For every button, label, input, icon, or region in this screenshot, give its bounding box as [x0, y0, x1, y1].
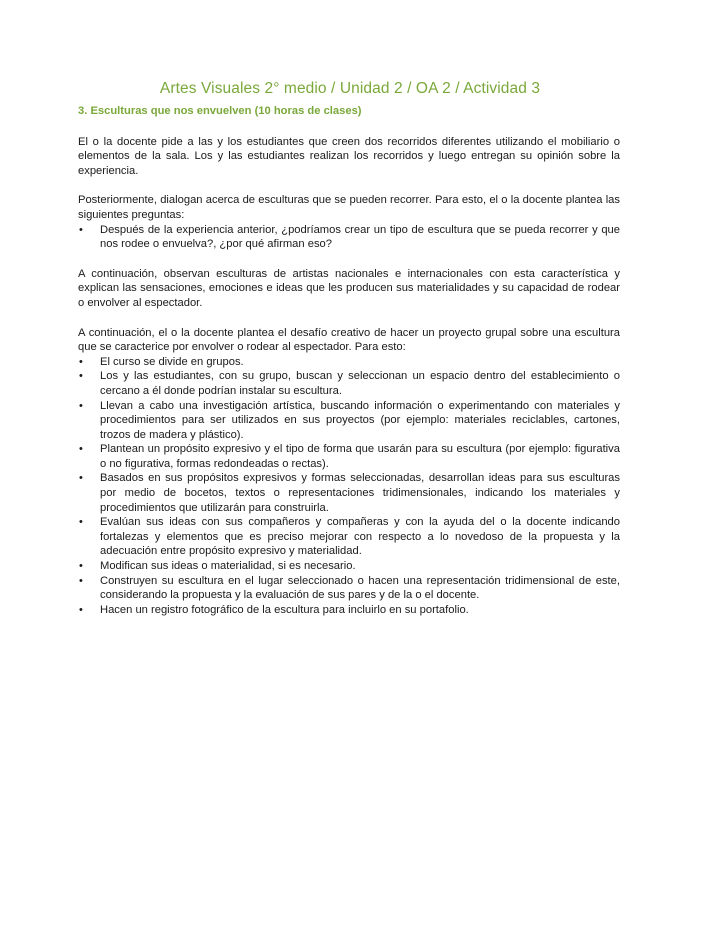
paragraph-dialogue: Posteriormente, dialogan acerca de esculturas que se pueden recorrer. Para esto, el o la docente plantea las siguientes preguntas:	[78, 194, 620, 221]
page-title: Artes Visuales 2° medio / Unidad 2 / OA 2 / Actividad 3	[159, 80, 541, 97]
document-body	[78, 104, 620, 632]
list-item	[78, 515, 620, 559]
list-item	[78, 574, 620, 603]
list-item	[78, 471, 620, 515]
bullet-icon: •	[79, 399, 83, 412]
paragraph-observation: A continuación, observan esculturas de artistas nacionales e internacionales con esta característica y explican las sensaciones, emociones e ideas que les producen sus materialidades y su capacidad de rodear o envolver al espectador.	[78, 267, 620, 309]
paragraph-intro: El o la docente pide a las y los estudiantes que creen dos recorridos diferentes utilizando el mobiliario o elementos de la sala. Los y las estudiantes realizan los recorridos y luego entregan su opinión sobre la experiencia.	[78, 135, 620, 177]
bullet-icon: •	[79, 516, 83, 529]
list-item	[78, 399, 620, 443]
steps-list	[78, 355, 620, 618]
list-item-text: Basados en sus propósitos expresivos y formas seleccionadas, desarrollan ideas para sus esculturas por medio de bocetos, textos o representaciones tridimensionales, indicando los materiales y procedimientos que utilizarán para construirla.	[100, 472, 620, 514]
bullet-icon: •	[79, 603, 83, 616]
list-item-text: Los y las estudiantes, con su grupo, buscan y seleccionan un espacio dentro del establecimiento o cercano a él donde podrían instalar su escultura.	[100, 370, 620, 397]
list-item-text: Evalúan sus ideas con sus compañeros y compañeras y con la ayuda del o la docente indicando fortalezas y elementos que es preciso mejorar con respecto a lo novedoso de la propuesta y la adecuación entre propósito expresivo y materialidad.	[100, 516, 620, 558]
list-item-text: Después de la experiencia anterior, ¿podríamos crear un tipo de escultura que se pueda recorrer y que nos rodee o envuelva?, ¿por qué afirman eso?	[100, 223, 620, 251]
list-item	[78, 223, 620, 252]
bullet-icon: •	[79, 370, 83, 383]
bullet-icon: •	[79, 223, 83, 236]
list-item	[78, 442, 620, 471]
list-item	[78, 355, 620, 370]
list-item	[78, 369, 620, 398]
list-item-text: Construyen su escultura en el lugar seleccionado o hacen una representación tridimensional de este, considerando la propuesta y la evaluación de sus pares y de la o el docente.	[100, 574, 620, 602]
bullet-icon: •	[79, 443, 83, 456]
paragraph-challenge: A continuación, el o la docente plantea el desafío creativo de hacer un proyecto grupal sobre una escultura que se caracterice por envolver o rodear al espectador. Para esto:	[78, 326, 620, 354]
bullet-icon: •	[79, 355, 83, 368]
list-item-text: Plantean un propósito expresivo y el tipo de forma que usarán para su escultura (por ejemplo: figurativa o no figurativa, formas redondeadas o rectas).	[100, 443, 620, 470]
bullet-icon: •	[79, 560, 83, 573]
section-subtitle: 3. Esculturas que nos envuelven (10 horas de clases)	[78, 105, 362, 117]
list-item	[78, 603, 620, 618]
bullet-icon: •	[79, 574, 83, 587]
list-item-text: Modifican sus ideas o materialidad, si es necesario.	[100, 560, 356, 573]
list-item-text: El curso se divide en grupos.	[100, 355, 244, 368]
question-list	[78, 223, 620, 252]
list-item-text: Llevan a cabo una investigación artística, buscando información o experimentando con materiales y procedimientos para ser utilizados en sus proyectos (por ejemplo: materiales reciclables, cartones, trozos de madera y plástico).	[100, 399, 620, 441]
list-item	[78, 559, 620, 574]
list-item-text: Hacen un registro fotográfico de la escultura para incluirlo en su portafolio.	[100, 603, 469, 616]
bullet-icon: •	[79, 472, 83, 485]
